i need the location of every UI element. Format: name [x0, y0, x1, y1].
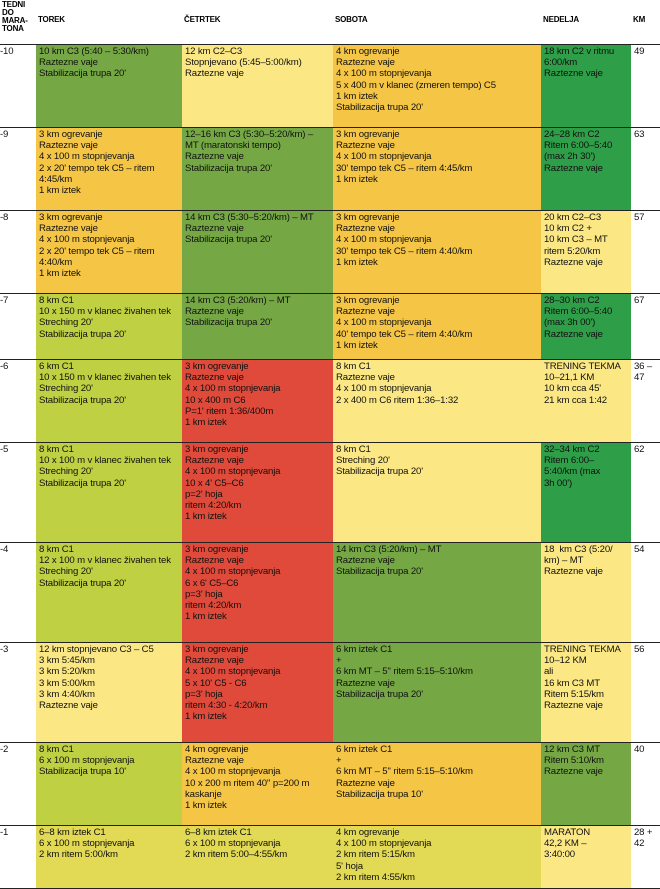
workout-line: 10–12 KM — [544, 655, 587, 667]
workout-line: Raztezne vaje — [185, 223, 244, 235]
workout-line: 4 x 100 m stopnjevanja — [39, 151, 135, 163]
workout-line: 18 km C3 (5:20/ — [544, 544, 613, 555]
nedelja-cell — [541, 45, 631, 128]
week-cell: -2 — [0, 743, 36, 826]
workout-line: 5 x 400 m v klanec (zmeren tempo) C5 — [336, 79, 496, 91]
workout-line: 8 km C1 — [39, 744, 74, 755]
workout-line: 3 km ogrevanje — [185, 544, 249, 555]
workout-line: 10 x 4' C5–C6 — [185, 477, 244, 489]
workout-line: + — [336, 655, 342, 667]
workout-line: 12–16 km C3 (5:30–5:20/km) – — [185, 129, 314, 140]
table-row — [0, 360, 660, 443]
workout-line: Streching 20' — [39, 566, 93, 578]
sobota-cell — [333, 743, 541, 826]
cetrtek-cell — [182, 826, 333, 889]
week-cell: -10 — [0, 45, 36, 128]
header-weeks-to-marathon: TEDNI DO MARA- TONA — [0, 0, 36, 45]
workout-line: (max 2h 30') — [544, 151, 596, 163]
cetrtek-cell — [182, 45, 333, 128]
workout-line: ritem 4:20/km — [185, 600, 242, 612]
workout-line: TRENING TEKMA — [544, 644, 621, 655]
workout-line: Raztezne vaje — [336, 140, 395, 152]
workout-line: 6 km MT – 5'' ritem 5:15–5:10/km — [336, 766, 473, 778]
workout-line: Raztezne vaje — [336, 57, 395, 69]
workout-line: 1 km iztek — [185, 711, 227, 723]
nedelja-cell — [541, 643, 631, 743]
torek-cell — [36, 826, 182, 889]
workout-line: 8 km C1 — [39, 444, 74, 455]
header-torek: TOREK — [36, 0, 182, 45]
table-row — [0, 45, 660, 128]
workout-line: 10 km C3 (5:40 – 5:30/km) — [39, 46, 149, 57]
km-cell: 67 — [631, 294, 660, 360]
workout-line: 4 km ogrevanje — [185, 744, 249, 755]
workout-line: 4 x 100 m stopnjevanja — [185, 466, 281, 478]
table-row — [0, 294, 660, 360]
workout-line: 2 x 20' tempo tek C5 – ritem — [39, 162, 155, 174]
workout-line: p=2' hoja — [185, 488, 223, 500]
week-cell: -8 — [0, 211, 36, 294]
workout-line: 1 km iztek — [39, 185, 81, 197]
cetrtek-cell — [182, 211, 333, 294]
week-cell: -4 — [0, 543, 36, 643]
torek-cell — [36, 443, 182, 543]
workout-line: Ritem 5:15/km — [544, 688, 604, 700]
table-row — [0, 211, 660, 294]
workout-line: 21 km cca 1:42 — [544, 394, 607, 406]
workout-line: Stabilizacija trupa 20' — [336, 566, 423, 578]
week-cell: -6 — [0, 360, 36, 443]
workout-line: Raztezne vaje — [336, 677, 395, 689]
workout-line: 2 km ritem 5:00/km — [39, 849, 118, 861]
workout-line: Stabilizacija trupa 10' — [336, 788, 423, 800]
workout-line: 6 km iztek C1 — [336, 744, 393, 755]
workout-line: 1 km iztek — [336, 90, 378, 102]
workout-line: 12 km stopnjevano C3 – C5 — [39, 644, 154, 655]
workout-line: Raztezne vaje — [185, 151, 244, 163]
workout-line: 16 km C3 MT — [544, 677, 600, 689]
cetrtek-cell — [182, 543, 333, 643]
workout-line: 1 km iztek — [336, 173, 378, 185]
workout-line: Streching 20' — [39, 317, 93, 329]
workout-line: p=3' hoja — [185, 688, 223, 700]
week-cell: -1 — [0, 826, 36, 889]
km-cell: 62 — [631, 443, 660, 543]
header-km: KM — [631, 0, 660, 45]
cetrtek-cell — [182, 643, 333, 743]
workout-line: 4 x 100 m stopnjevanja — [336, 838, 432, 850]
torek-cell — [36, 743, 182, 826]
workout-line: Stabilizacija trupa 20' — [336, 466, 423, 478]
workout-line: P=1' ritem 1:36/400m — [185, 405, 274, 417]
workout-line: Ritem 6:00– — [544, 455, 595, 467]
workout-line: 2 km ritem 4:55/km — [336, 871, 415, 883]
workout-line: 42,2 KM – — [544, 838, 587, 850]
sobota-cell — [333, 211, 541, 294]
km-cell: 57 — [631, 211, 660, 294]
workout-line: 10–21,1 KM — [544, 372, 595, 384]
table-body — [0, 45, 660, 889]
workout-line: 3 km ogrevanje — [39, 212, 103, 223]
km-cell: 40 — [631, 743, 660, 826]
workout-line: TRENING TEKMA — [544, 361, 621, 372]
workout-line: 30' tempo tek C5 – ritem 4:45/km — [336, 162, 473, 174]
workout-line: 5 x 10' C5 - C6 — [185, 677, 247, 689]
workout-line: 2 km ritem 5:15/km — [336, 849, 415, 861]
week-cell: -9 — [0, 128, 36, 211]
header-cetrtek: ČETRTEK — [182, 0, 333, 45]
km-cell: 56 — [631, 643, 660, 743]
workout-line: Raztezne vaje — [185, 455, 244, 467]
workout-line: Stabilizacija trupa 20' — [39, 577, 126, 589]
workout-line: 14 km C3 (5:20/km) – MT — [336, 544, 442, 555]
table-row — [0, 543, 660, 643]
workout-line: 1 km iztek — [185, 611, 227, 623]
torek-cell — [36, 128, 182, 211]
workout-line: 4 x 100 m stopnjevanja — [39, 234, 135, 246]
workout-line: 28–30 km C2 — [544, 295, 600, 306]
workout-line: 6 x 100 m stopnjevanja — [39, 838, 135, 850]
workout-line: 2 x 20' tempo tek C5 – ritem — [39, 245, 155, 257]
workout-line: Raztezne vaje — [336, 306, 395, 318]
workout-line: Raztezne vaje — [185, 755, 244, 767]
workout-line: 1 km iztek — [185, 511, 227, 523]
nedelja-cell — [541, 543, 631, 643]
workout-line: Stabilizacija trupa 20' — [39, 68, 126, 80]
workout-line: 4 x 100 m stopnjevanja — [336, 234, 432, 246]
workout-line: Streching 20' — [39, 383, 93, 395]
workout-line: 3h 00') — [544, 477, 572, 489]
workout-line: Raztezne vaje — [39, 700, 98, 712]
km-cell: 36 – 47 — [631, 360, 660, 443]
workout-line: 3 km ogrevanje — [336, 295, 400, 306]
workout-line: 4 km ogrevanje — [336, 46, 400, 57]
nedelja-cell — [541, 294, 631, 360]
workout-line: 4 x 100 m stopnjevanja — [185, 766, 281, 778]
workout-line: 10 km C3 – MT — [544, 234, 608, 246]
workout-line: 24–28 km C2 — [544, 129, 600, 140]
cetrtek-cell — [182, 443, 333, 543]
sobota-cell — [333, 443, 541, 543]
sobota-cell — [333, 128, 541, 211]
workout-line: Stabilizacija trupa 10' — [39, 766, 126, 778]
torek-cell — [36, 643, 182, 743]
workout-line: 12 x 100 m v klanec živahen tek — [39, 555, 171, 567]
header-row — [0, 0, 660, 45]
workout-line: Ritem 6:00–5:40 — [544, 140, 613, 152]
workout-line: Raztezne vaje — [336, 223, 395, 235]
table-row — [0, 826, 660, 889]
cetrtek-cell — [182, 294, 333, 360]
workout-line: Streching 20' — [39, 466, 93, 478]
workout-line: Stabilizacija trupa 20' — [185, 162, 272, 174]
workout-line: 10 x 150 m v klanec živahen tek — [39, 306, 171, 318]
workout-line: 4 x 100 m stopnjevanja — [185, 666, 281, 678]
nedelja-cell — [541, 128, 631, 211]
workout-line: 20 km C2–C3 — [544, 212, 602, 223]
workout-line: 4:45/km — [39, 173, 73, 185]
workout-line: km) – MT — [544, 555, 584, 567]
workout-line: 3 km 4:40/km — [39, 688, 95, 700]
workout-line: Ritem 6:00–5:40 — [544, 306, 613, 318]
workout-line: 5' hoja — [336, 860, 363, 872]
week-cell: -7 — [0, 294, 36, 360]
header-sobota: SOBOTA — [333, 0, 541, 45]
workout-line: 3 km ogrevanje — [336, 212, 400, 223]
workout-line: 32–34 km C2 — [544, 444, 600, 455]
workout-line: Raztezne vaje — [544, 256, 603, 268]
workout-line: 1 km iztek — [336, 256, 378, 268]
workout-line: 3 km ogrevanje — [185, 444, 249, 455]
workout-line: 2 x 400 m C6 ritem 1:36–1:32 — [336, 394, 459, 406]
workout-line: (max 3h 00') — [544, 317, 596, 329]
week-cell: -5 — [0, 443, 36, 543]
workout-line: 10 x 400 m C6 — [185, 394, 246, 406]
workout-line: 10 x 200 m ritem 40'' p=200 m — [185, 777, 310, 789]
workout-line: 3 km ogrevanje — [185, 644, 249, 655]
workout-line: Raztezne vaje — [544, 766, 603, 778]
workout-line: 14 km C3 (5:30–5:20/km) – MT — [185, 212, 314, 223]
workout-line: Raztezne vaje — [39, 57, 98, 69]
nedelja-cell — [541, 743, 631, 826]
workout-line: Stabilizacija trupa 20' — [185, 317, 272, 329]
workout-line: Raztezne vaje — [185, 68, 244, 80]
workout-line: 1 km iztek — [185, 417, 227, 429]
workout-line: 8 km C1 — [39, 544, 74, 555]
workout-line: 10 x 100 m v klanec živahen tek — [39, 455, 171, 467]
torek-cell — [36, 543, 182, 643]
workout-line: kaskanje — [185, 788, 222, 800]
workout-line: 3 km 5:20/km — [39, 666, 95, 678]
workout-line: Raztezne vaje — [544, 162, 603, 174]
workout-line: 4 x 100 m stopnjevanja — [336, 151, 432, 163]
workout-line: 6 x 6' C5–C6 — [185, 577, 239, 589]
workout-line: 5:40/km (max — [544, 466, 601, 478]
table-row — [0, 743, 660, 826]
workout-line: 3 km 5:45/km — [39, 655, 95, 667]
workout-line: ali — [544, 666, 554, 678]
workout-line: Raztezne vaje — [544, 328, 603, 340]
workout-line: 6 x 100 m stopnjevanja — [185, 838, 281, 850]
workout-line: 4 x 100 m stopnjevanja — [336, 383, 432, 395]
workout-line: Stabilizacija trupa 20' — [336, 102, 423, 114]
workout-line: 10 x 150 m v klanec živahen tek — [39, 372, 171, 384]
workout-line: 8 km C1 — [336, 444, 371, 455]
table-row — [0, 443, 660, 543]
nedelja-cell — [541, 211, 631, 294]
sobota-cell — [333, 45, 541, 128]
workout-line: ritem 4:20/km — [185, 500, 242, 512]
cetrtek-cell — [182, 128, 333, 211]
workout-line: p=3' hoja — [185, 588, 223, 600]
cetrtek-cell — [182, 743, 333, 826]
workout-line: Stabilizacija trupa 20' — [39, 328, 126, 340]
workout-line: 2 km ritem 5:00–4:55/km — [185, 849, 288, 861]
workout-line: 1 km iztek — [185, 800, 227, 812]
week-cell: -3 — [0, 643, 36, 743]
workout-line: 6–8 km iztek C1 — [185, 827, 252, 838]
workout-line: 8 km C1 — [39, 295, 74, 306]
nedelja-cell — [541, 443, 631, 543]
workout-line: 6 km C1 — [39, 361, 74, 372]
sobota-cell — [333, 643, 541, 743]
workout-line: 6 km MT – 5'' ritem 5:15–5:10/km — [336, 666, 473, 678]
workout-line: 3 km ogrevanje — [336, 129, 400, 140]
table-row — [0, 643, 660, 743]
workout-line: 1 km iztek — [39, 268, 81, 280]
cetrtek-cell — [182, 360, 333, 443]
workout-line: 4 x 100 m stopnjevanja — [185, 383, 281, 395]
sobota-cell — [333, 294, 541, 360]
workout-line: Raztezne vaje — [336, 777, 395, 789]
workout-line: Streching 20' — [336, 455, 390, 467]
sobota-cell — [333, 826, 541, 889]
sobota-cell — [333, 360, 541, 443]
workout-line: 4 x 100 m stopnjevanja — [336, 317, 432, 329]
workout-line: 8 km C1 — [336, 361, 371, 372]
nedelja-cell — [541, 360, 631, 443]
workout-line: Stabilizacija trupa 20' — [39, 394, 126, 406]
workout-line: 10 km cca 45' — [544, 383, 601, 395]
km-cell: 49 — [631, 45, 660, 128]
workout-line: Raztezne vaje — [185, 372, 244, 384]
workout-line: Stabilizacija trupa 20' — [185, 234, 272, 246]
workout-line: 3 km ogrevanje — [39, 129, 103, 140]
workout-line: Raztezne vaje — [336, 555, 395, 567]
workout-line: Raztezne vaje — [185, 655, 244, 667]
torek-cell — [36, 294, 182, 360]
workout-line: 10 km C2 + — [544, 223, 592, 235]
workout-line: MT (maratonski tempo) — [185, 140, 281, 152]
workout-line: Ritem 5:10/km — [544, 755, 604, 767]
workout-line: 3 km 5:00/km — [39, 677, 95, 689]
workout-line: ritem 4:30 - 4:20/km — [185, 700, 268, 712]
workout-line: Raztezne vaje — [336, 372, 395, 384]
km-cell: 54 — [631, 543, 660, 643]
workout-line: + — [336, 755, 342, 767]
sobota-cell — [333, 543, 541, 643]
workout-line: 6 x 100 m stopnjevanja — [39, 755, 135, 767]
workout-line: 12 km C2–C3 — [185, 46, 243, 57]
torek-cell — [36, 45, 182, 128]
workout-line: Raztezne vaje — [185, 555, 244, 567]
workout-line: Raztezne vaje — [39, 223, 98, 235]
workout-line: ritem 5:20/km — [544, 245, 601, 257]
workout-line: 40' tempo tek C5 – ritem 4:40/km — [336, 328, 473, 340]
km-cell: 63 — [631, 128, 660, 211]
workout-line: Raztezne vaje — [39, 140, 98, 152]
header-nedelja: NEDELJA — [541, 0, 631, 45]
workout-line: Stopnjevano (5:45–5:00/km) — [185, 57, 302, 69]
workout-line: 3 km ogrevanje — [185, 361, 249, 372]
workout-line: Raztezne vaje — [185, 306, 244, 318]
workout-line: Raztezne vaje — [544, 700, 603, 712]
workout-line: 4 x 100 m stopnjevanja — [336, 68, 432, 80]
workout-line: 4 km ogrevanje — [336, 827, 400, 838]
workout-line: Stabilizacija trupa 20' — [336, 688, 423, 700]
nedelja-cell — [541, 826, 631, 889]
workout-line: MARATON — [544, 827, 591, 838]
workout-line: 6 km iztek C1 — [336, 644, 393, 655]
workout-line: 30' tempo tek C5 – ritem 4:40/km — [336, 245, 473, 257]
workout-line: 6–8 km iztek C1 — [39, 827, 106, 838]
workout-line: 1 km iztek — [336, 339, 378, 351]
workout-line: 4 x 100 m stopnjevanja — [185, 566, 281, 578]
workout-line: 14 km C3 (5:20/km) – MT — [185, 295, 291, 306]
workout-line: 3:40:00 — [544, 849, 575, 861]
workout-line: 18 km C2 v ritmu — [544, 46, 615, 57]
km-cell: 28 + 42 — [631, 826, 660, 889]
workout-line: Raztezne vaje — [544, 68, 603, 80]
workout-line: Stabilizacija trupa 20' — [39, 477, 126, 489]
workout-line: 6:00/km — [544, 57, 578, 69]
torek-cell — [36, 360, 182, 443]
workout-line: Raztezne vaje — [544, 566, 603, 578]
workout-line: 4:40/km — [39, 256, 73, 268]
table-row — [0, 128, 660, 211]
workout-line: 12 km C3 MT — [544, 744, 600, 755]
torek-cell — [36, 211, 182, 294]
